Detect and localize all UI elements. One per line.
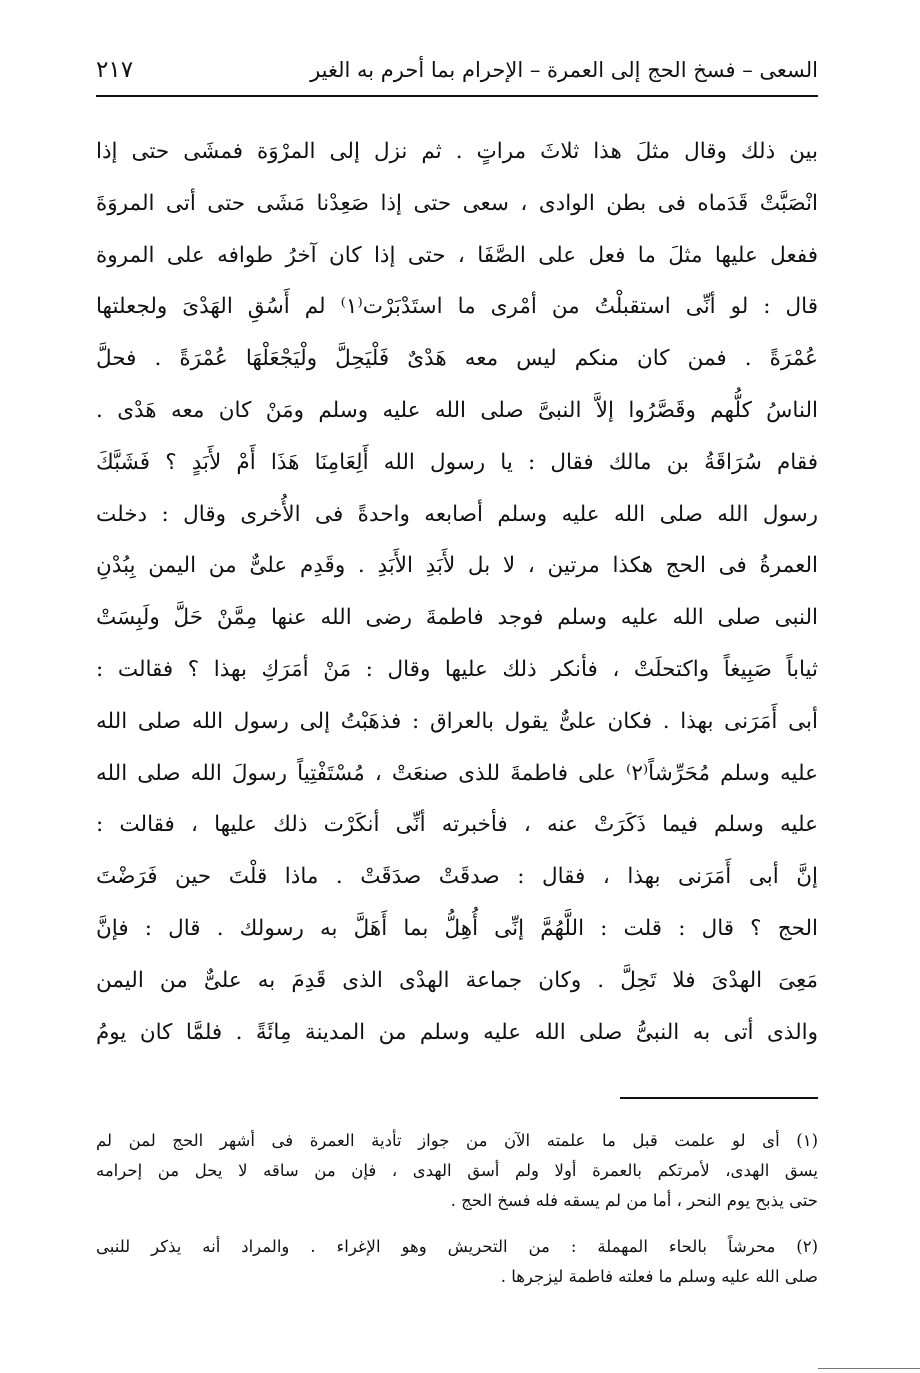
- footnote-gap: [96, 1216, 818, 1232]
- footnote-line: (١) أى لو علمت قبل ما علمته الآن من جواز تأدية العمرة فى أشهر الحج لمن لم: [96, 1131, 818, 1150]
- body-line: مَعِىَ الهدْىَ فلا تَحِلَّ . وكان جماعة الهدْى الذى قَدِمَ به علىٌّ من اليمن: [96, 967, 818, 993]
- running-head: [96, 50, 818, 92]
- body-line: بين ذلك وقال مثلَ هذا ثلاثَ مراتٍ . ثم نزل إلى المرْوَة فمشَى حتى إذا: [96, 139, 818, 164]
- body-line: ثياباً صَبِيغاً واكتحلَتْ ، فأنكر ذلك عليها وقال : مَنْ أمَرَكِ بهذا ؟ فقالت :: [96, 656, 818, 682]
- page-edge-rule: [818, 1368, 920, 1369]
- body-line: الحج ؟ قال : قلت : اللَّهُمَّ إنِّى أُهِلُّ بما أَهَلَّ به رسولك . قال : فإنَّ: [96, 915, 818, 941]
- body-line: رسول الله صلى الله عليه وسلم أصابعه واحدةً فى الأُخرى وقال : دخلت: [96, 501, 818, 527]
- page-number: ٢١٧: [96, 57, 134, 83]
- body-line: عليه وسلم مُحَرِّشاً⁽٢⁾ على فاطمةَ للذى صنعَتْ ، مُسْتَفْتِياً رسولَ الله صلى الله: [96, 760, 818, 786]
- footnote-line: صلى الله عليه وسلم ما فعلته فاطمة ليزجرها .: [500, 1267, 818, 1286]
- footnote-line: (٢) محرشاً بالحاء المهملة : من التحريش وهو الإغراء . والمراد أنه يذكر للنبى: [96, 1237, 818, 1256]
- footnote-line: يسق الهدى، لأمرتكم بالعمرة أولا ولم أسق الهدى ، فإن من ساقه لا يحل من إحرامه: [96, 1161, 818, 1180]
- body-line: عليه وسلم فيما ذَكَرَتْ عنه ، فأخبرته أنِّى أنكَرْت ذلك عليها ، فقالت :: [96, 812, 818, 838]
- footnotes: [96, 1126, 818, 1292]
- footnote-separator: [620, 1097, 818, 1099]
- header-rule: [96, 95, 818, 97]
- body-line: ففعل عليها مثلَ ما فعل على الصَّفَا ، حتى إذا كان آخرُ طوافه على المروة: [96, 242, 818, 268]
- footnote-line: حتى يذبح يوم النحر ، أما من لم يسقه فله فسخ الحج .: [450, 1191, 818, 1210]
- body-line: انْصَبَّتْ قَدَماه فى بطن الوادى ، سعى حتى إذا صَعِدْنا مَشَى حتى أتى المروَةَ: [96, 190, 818, 216]
- body-line: العمرةُ فى الحج هكذا مرتين ، لا بل لأَبَدِ الأَبَدِ . وقَدِم علىٌّ من اليمن بِبُدْنِ: [96, 553, 818, 579]
- body-line: النبى صلى الله عليه وسلم فوجد فاطمةَ رضى الله عنها مِمَّنْ حَلَّ ولَبِسَتْ: [96, 605, 818, 631]
- body-line: أبى أَمَرَنى بهذا . فكان علىٌّ يقول بالعراق : فذهَبْتُ إلى رسول الله صلى الله: [96, 708, 818, 734]
- body-line: فقام سُرَاقَةُ بن مالك فقال : يا رسول الله أَلِعَامِنَا هَذَا أَمْ لأَبَدٍ ؟ فَشَبَّكَ: [96, 449, 818, 475]
- body-line: إنَّ أبى أَمَرَنى بهذا ، فقال : صدقَتْ صدَقَتْ . ماذا قلْتَ حين فَرَضْتَ: [96, 864, 818, 890]
- body-line: قال : لو أنِّى استقبلْتُ من أمْرى ما استَدْبَرْت⁽١⁾ لم أَسُقِ الهَدْىَ ولجعلتها: [96, 294, 818, 320]
- body-line: والذى أتى به النبىُّ صلى الله عليه وسلم من المدينة مِائَةً . فلمَّا كان يومُ: [96, 1019, 818, 1045]
- body-line: الناسُ كلُّهم وقَصَّرُوا إلاَّ النبىَّ صلى الله عليه وسلم ومَنْ كان معه هَدْى .: [96, 397, 818, 423]
- footnote-1: [96, 1126, 818, 1216]
- footnote-2: [96, 1232, 818, 1292]
- body-text: [96, 126, 818, 1058]
- running-title: السعى – فسخ الحج إلى العمرة – الإحرام بما أحرم به الغير: [310, 58, 818, 82]
- body-line: عُمْرَةً . فمن كان منكم ليس معه هَدْىٌ فَلْيَحِلَّ ولْيَجْعَلْهَا عُمْرَةً . فحلَّ: [96, 346, 818, 372]
